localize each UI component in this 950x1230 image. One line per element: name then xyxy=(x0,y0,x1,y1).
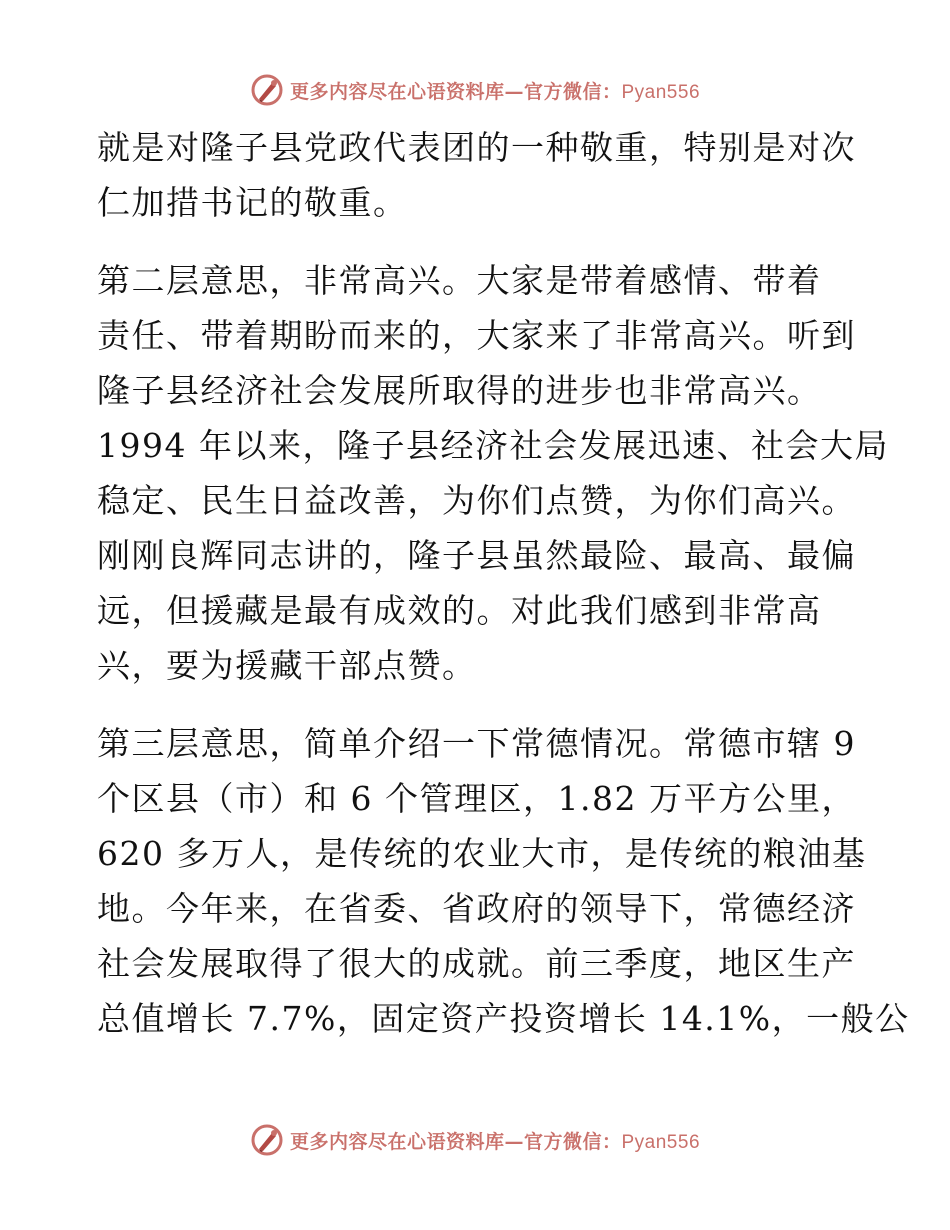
paragraph-line: 社会发展取得了很大的成就。前三季度，地区生产 xyxy=(97,944,856,983)
footer-watermark-prefix: 更多内容尽在心语资料库—官方微信： xyxy=(289,1130,622,1153)
paragraph-line: 仁加措书记的敬重。 xyxy=(97,183,408,222)
paragraph-line: 兴，要为援藏干部点赞。 xyxy=(97,646,477,685)
paragraph-line: 远，但援藏是最有成效的。对此我们感到非常高 xyxy=(97,591,822,630)
paragraph-line: 第三层意思，简单介绍一下常德情况。常德市辖 9 xyxy=(97,724,856,763)
footer-watermark-text xyxy=(290,1127,700,1154)
header-watermark xyxy=(0,70,950,110)
paragraph-line: 稳定、民生日益改善，为你们点赞，为你们高兴。 xyxy=(97,481,856,520)
document-body xyxy=(97,120,910,1046)
paragraph-line: 责任、带着期盼而来的，大家来了非常高兴。听到 xyxy=(97,316,856,355)
paragraph-line: 1994 年以来，隆子县经济社会发展迅速、社会大局 xyxy=(97,426,889,465)
paragraph-line: 刚刚良辉同志讲的，隆子县虽然最险、最高、最偏 xyxy=(97,536,856,575)
header-watermark-prefix: 更多内容尽在心语资料库—官方微信： xyxy=(289,80,622,103)
paragraph-gap xyxy=(97,230,857,253)
paragraph-line: 第二层意思，非常高兴。大家是带着感情、带着 xyxy=(97,261,822,300)
footer-watermark-handle: Pyan556 xyxy=(621,1131,701,1153)
header-watermark-handle: Pyan556 xyxy=(621,81,701,103)
paragraph-line: 总值增长 7.7%，固定资产投资增长 14.1%，一般公 xyxy=(97,999,910,1038)
paragraph-gap xyxy=(97,693,857,716)
pen-logo-icon xyxy=(250,1123,284,1157)
footer-watermark xyxy=(0,1120,950,1160)
paragraph-line: 就是对隆子县党政代表团的一种敬重，特别是对次 xyxy=(97,128,856,167)
pen-logo-icon xyxy=(250,73,284,107)
paragraph-line: 620 多万人，是传统的农业大市，是传统的粮油基 xyxy=(97,834,867,873)
header-watermark-text xyxy=(290,77,700,104)
paragraph-line: 个区县（市）和 6 个管理区，1.82 万平方公里， xyxy=(97,779,856,818)
paragraph-line: 隆子县经济社会发展所取得的进步也非常高兴。 xyxy=(97,371,822,410)
paragraph-line: 地。今年来，在省委、省政府的领导下，常德经济 xyxy=(97,889,856,928)
